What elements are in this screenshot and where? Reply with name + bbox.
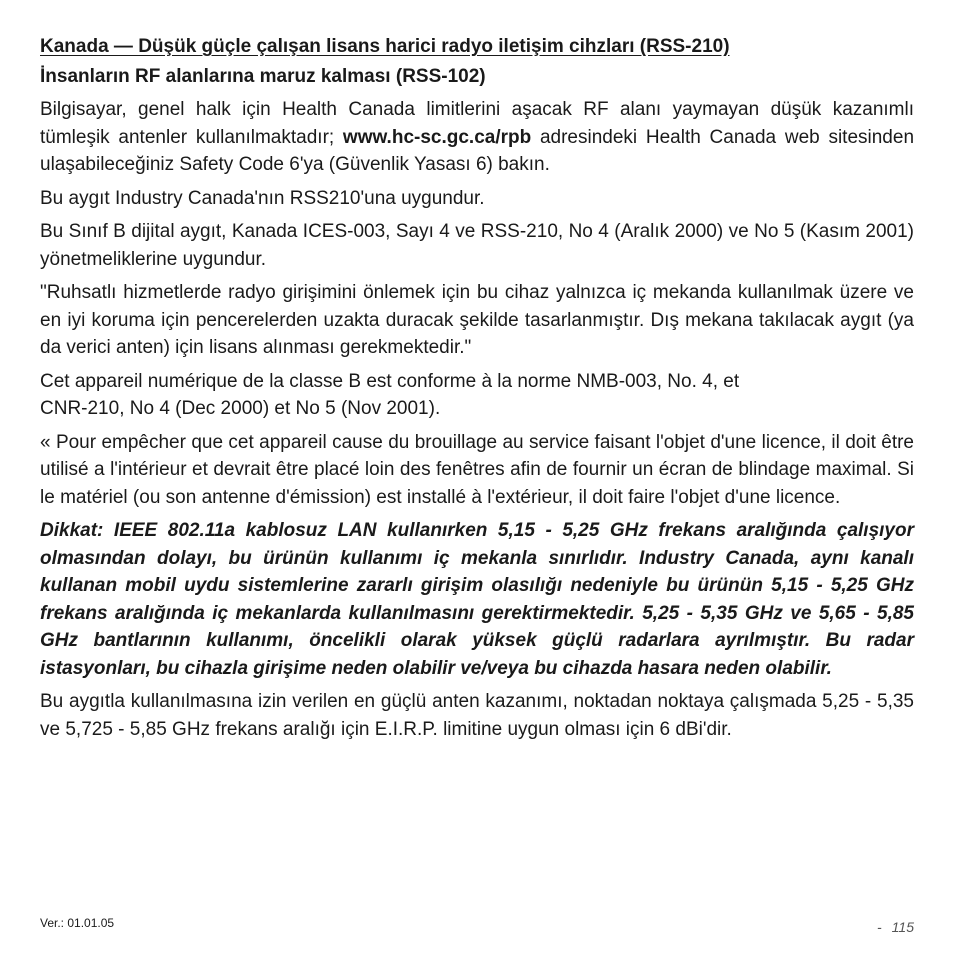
paragraph-french-brouillage: « Pour empêcher que cet appareil cause du brouillage au service faisant l'objet d'une licence, il doit être utilisé a l'intérieur et devrait être placé loin des fenêtres afin de fournir un écran de blindage maximal. Si le matériel (ou son antenne d'émission) est installé à l'extérieur, il doit faire l'objet d'une licence.	[40, 431, 914, 508]
section-heading-canada: Kanada — Düşük güçle çalışan lisans harici radyo iletişim cihzları (RSS-210)	[40, 36, 730, 57]
health-canada-link[interactable]: www.hc-sc.gc.ca/rpb	[342, 126, 532, 148]
page-number-value: 115	[891, 919, 914, 935]
paragraph-french-nmb-line-2: CNR-210, No 4 (Dec 2000) et No 5 (Nov 2001).	[40, 398, 441, 419]
paragraph-french-nmb-line-1: Cet appareil numérique de la classe B est conforme à la norme NMB-003, No. 4, et	[40, 370, 740, 392]
version-label: Ver.: 01.01.05	[40, 916, 115, 930]
page-number-prefix: -	[877, 919, 882, 935]
paragraph-health-canada-text-2: adresindeki Health Canada web sitesinden ulaşabileceğiniz Safety Code 6'ya (Güvenlik Yasası 6) bakın.	[40, 126, 915, 175]
page-number	[877, 919, 914, 935]
paragraph-french-nmb	[40, 368, 914, 423]
document-page	[40, 34, 914, 749]
paragraph-antenna-gain: Bu aygıtla kullanılmasına izin verilen en güçlü anten kazanımı, noktadan noktaya çalışmada 5,25 - 5,35 ve 5,725 - 5,85 GHz frekans aralığı için E.I.R.P. limitine uygun olması için 6 dBi'dir.	[40, 691, 914, 740]
paragraph-licensed-services: "Ruhsatlı hizmetlerde radyo girişimini önlemek için bu cihaz yalnızca iç mekanda kullanılmak üzere ve en iyi koruma için pencerelerden uzakta duracak şekilde tasarlanmıştır. Dış mekana takılacak aygıt (ya da verici anten) için lisans alınması gerekmektedir."	[40, 282, 914, 358]
paragraph-health-canada-text-1: Bilgisayar, genel halk için Health Canada limitlerini aşacak RF alanı yaymayan düşük kazanımlı tümleşik antenler kullanılmaktadır;	[40, 99, 914, 148]
warning-paragraph: Dikkat: IEEE 802.11a kablosuz LAN kullanırken 5,15 - 5,25 GHz frekans aralığında çalışıyor olmasından dolayı, bu ürünün kullanımı iç mekanla sınırlıdır. Industry Canada, aynı kanalı kullanan mobil uydu sistemlerine zararlı girişim olasılığı nedeniyle bu ürünün 5,15 - 5,25 GHz frekans aralığında iç mekanlarda kullanılmasını gerektirmektedir. 5,25 - 5,35 GHz ve 5,65 - 5,85 GHz bantlarının kullanımı, öncelikli olarak yüksek güçlü radarlara ayrılmıştır. Bu radar istasyonları, bu cihazla girişime neden olabilir ve/veya bu cihazda hasara neden olabilir.	[40, 520, 914, 679]
paragraph-rss210: Bu aygıt Industry Canada'nın RSS210'una uygundur.	[40, 187, 485, 209]
paragraph-class-b: Bu Sınıf B dijital aygıt, Kanada ICES-003, Sayı 4 ve RSS-210, No 4 (Aralık 2000) ve No 5 (Kasım 2001) yönetmeliklerine uygundur.	[40, 221, 914, 270]
section-heading-rf-exposure: İnsanların RF alanlarına maruz kalması (RSS-102)	[40, 66, 486, 87]
paragraph-health-canada	[40, 96, 914, 179]
